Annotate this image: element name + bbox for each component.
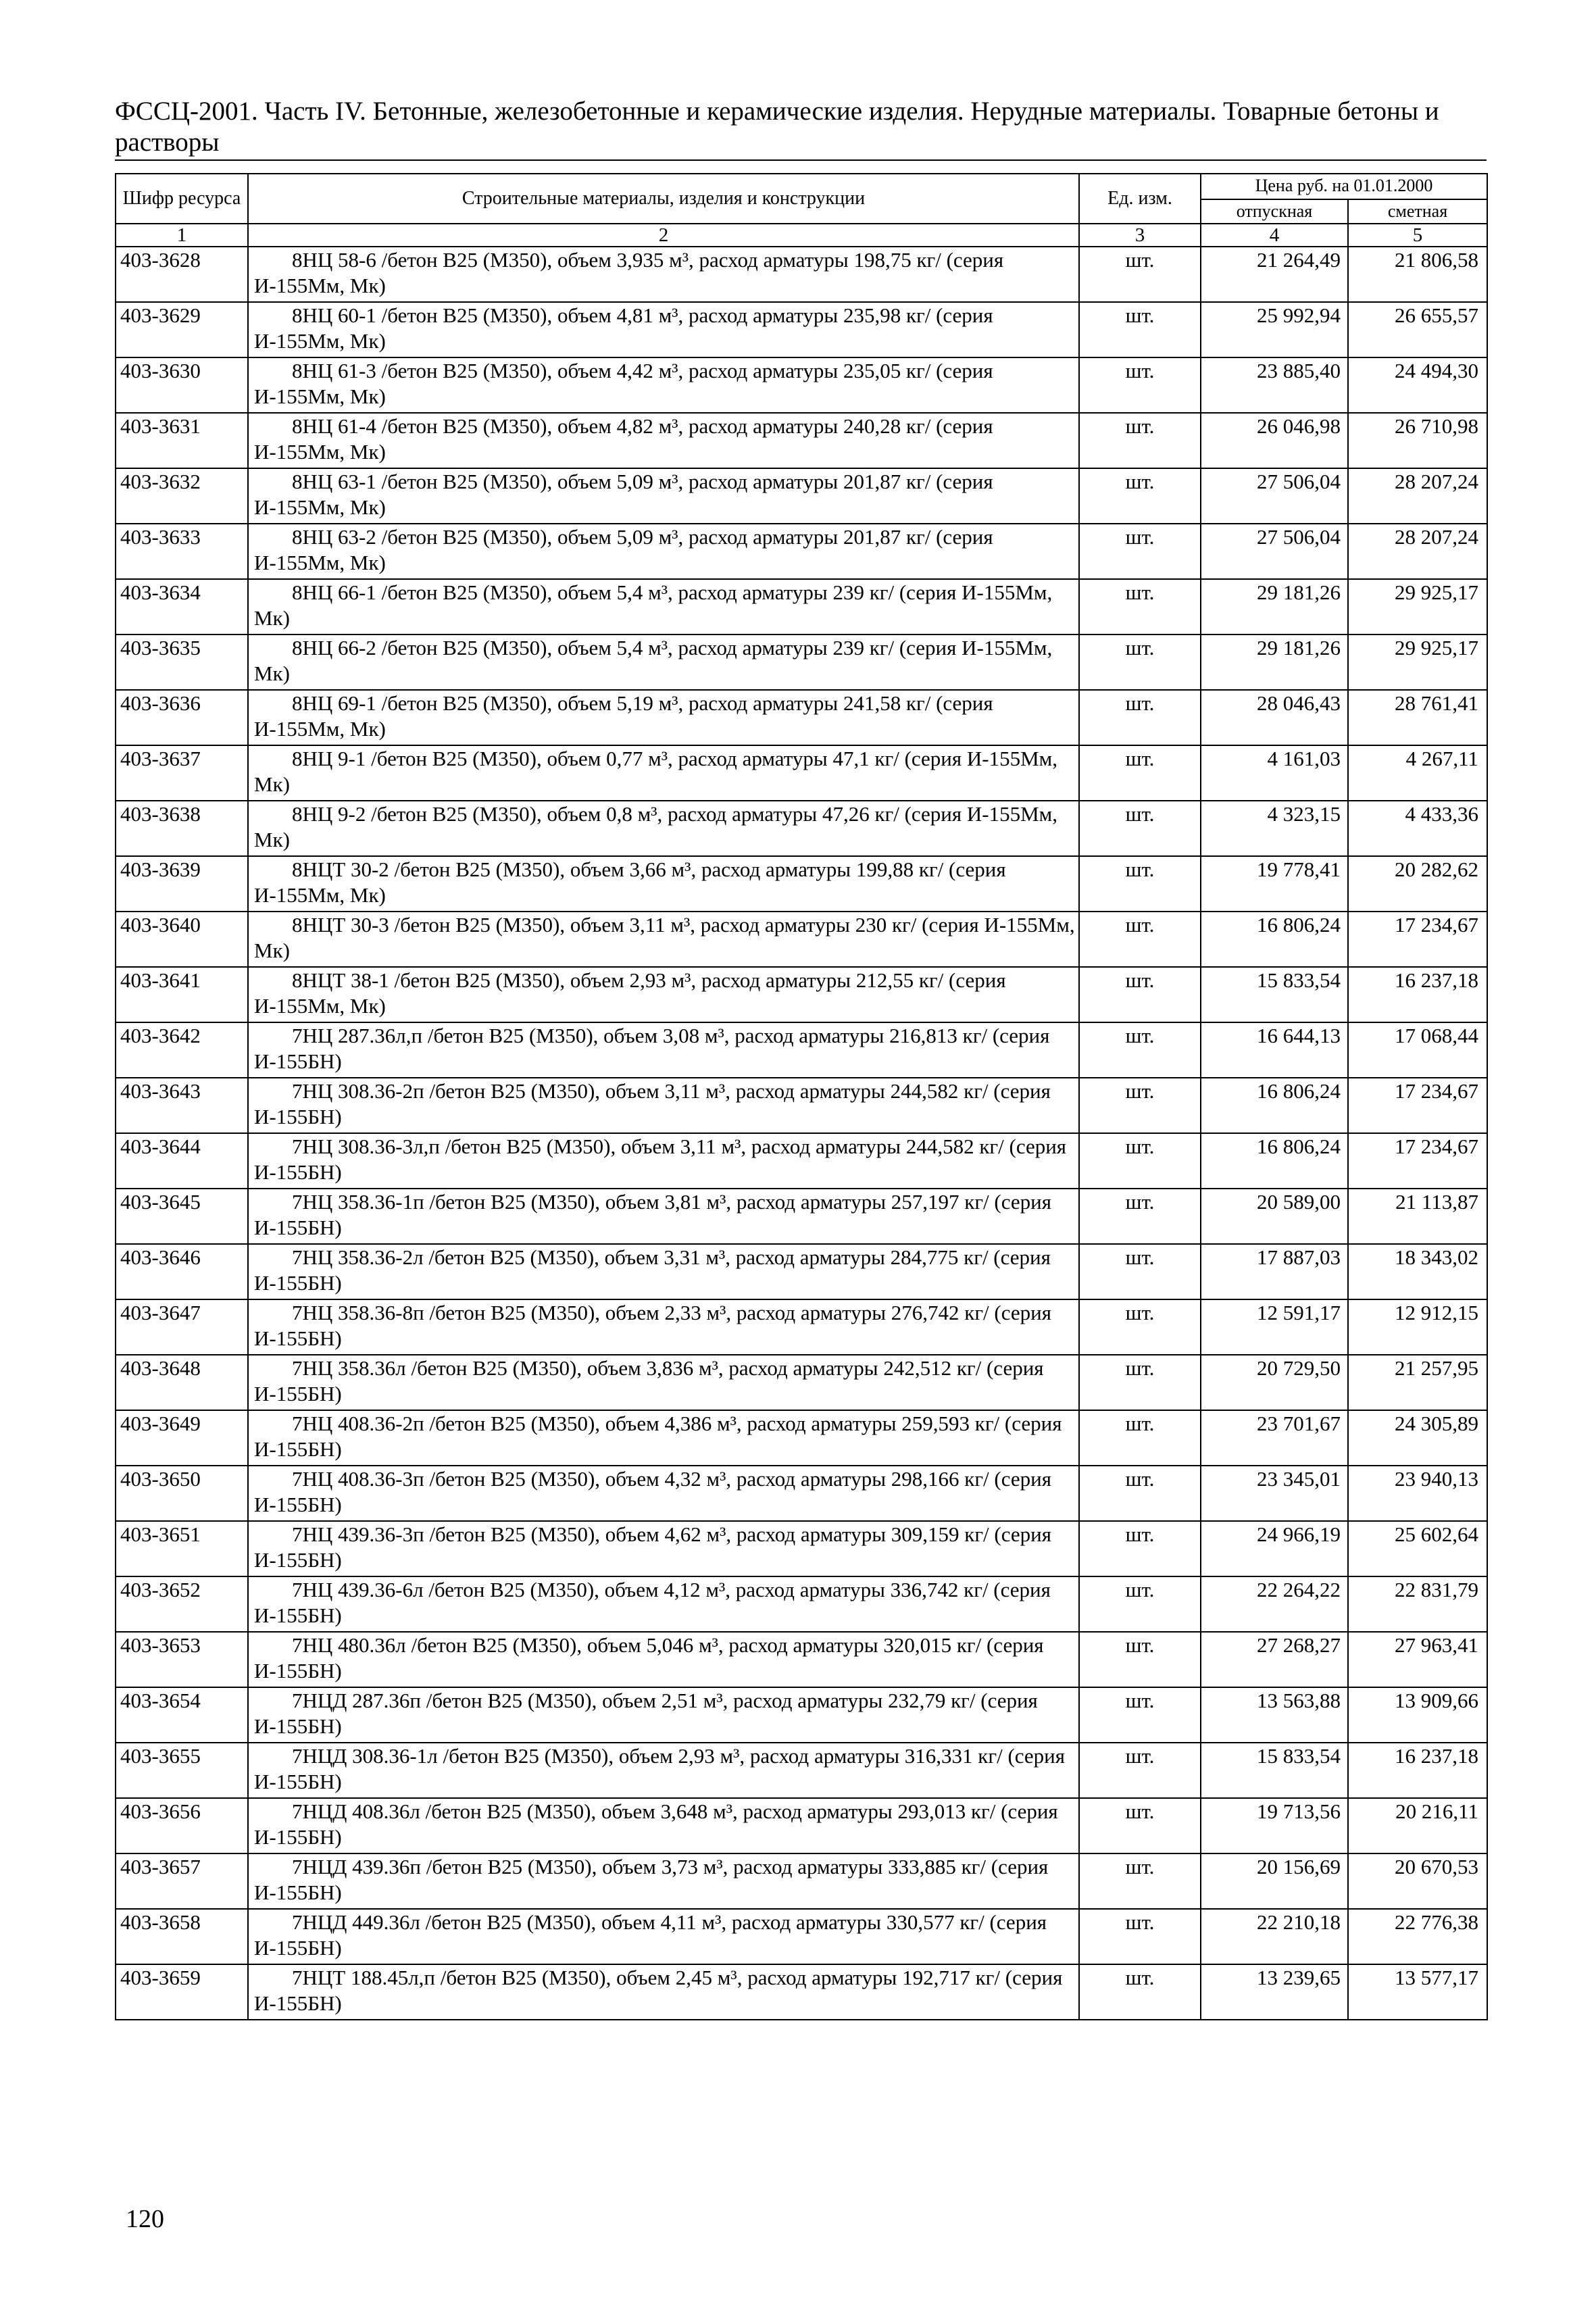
resource-code: 403-3646 <box>116 1244 248 1299</box>
column-number: 3 <box>1079 224 1201 247</box>
material-description <box>248 1798 1079 1853</box>
release-price-cell: 20 729,50 <box>1201 1355 1348 1410</box>
resource-code: 403-3629 <box>116 302 248 357</box>
table-row <box>116 413 1487 468</box>
description-text: 7НЦ 358.36л /бетон В25 (М350), объем 3,836 м³, расход арматуры 242,512 кг/ (серия И-155БН) <box>254 1356 1044 1405</box>
material-description <box>248 413 1079 468</box>
release-price-cell: 24 966,19 <box>1201 1521 1348 1576</box>
estimate-price-cell: 16 237,18 <box>1348 967 1487 1022</box>
material-description <box>248 1909 1079 1964</box>
table-row <box>116 1078 1487 1133</box>
table-row <box>116 967 1487 1022</box>
description-text: 8НЦТ 38-1 /бетон В25 (М350), объем 2,93 м³, расход арматуры 212,55 кг/ (серия И-155Мм, Мк) <box>254 968 1006 1018</box>
description-text: 7НЦТ 188.45л,п /бетон В25 (М350), объем 2,45 м³, расход арматуры 192,717 кг/ (серия И-155БН) <box>254 1966 1063 2015</box>
unit-cell: шт. <box>1079 690 1201 745</box>
table-row <box>116 302 1487 357</box>
description-text: 7НЦД 287.36п /бетон В25 (М350), объем 2,51 м³, расход арматуры 232,79 кг/ (серия И-155БН) <box>254 1689 1038 1738</box>
resource-code: 403-3647 <box>116 1299 248 1355</box>
unit-cell: шт. <box>1079 967 1201 1022</box>
resource-code: 403-3654 <box>116 1687 248 1743</box>
material-description <box>248 801 1079 856</box>
estimate-price-cell: 21 113,87 <box>1348 1189 1487 1244</box>
unit-cell: шт. <box>1079 1521 1201 1576</box>
material-description <box>248 468 1079 524</box>
material-description <box>248 579 1079 634</box>
release-price-cell: 22 210,18 <box>1201 1909 1348 1964</box>
unit-cell: шт. <box>1079 1355 1201 1410</box>
resource-code: 403-3643 <box>116 1078 248 1133</box>
resource-code: 403-3649 <box>116 1410 248 1466</box>
estimate-price-cell: 28 207,24 <box>1348 468 1487 524</box>
estimate-price-cell: 21 257,95 <box>1348 1355 1487 1410</box>
material-description <box>248 690 1079 745</box>
unit-cell: шт. <box>1079 1798 1201 1853</box>
estimate-price-cell: 29 925,17 <box>1348 634 1487 690</box>
material-description <box>248 745 1079 801</box>
release-price-cell: 27 506,04 <box>1201 468 1348 524</box>
release-price-cell: 28 046,43 <box>1201 690 1348 745</box>
release-price-cell: 22 264,22 <box>1201 1576 1348 1632</box>
description-text: 7НЦ 308.36-2п /бетон В25 (М350), объем 3,11 м³, расход арматуры 244,582 кг/ (серия И-155БН) <box>254 1079 1051 1128</box>
material-description <box>248 302 1079 357</box>
resource-code: 403-3645 <box>116 1189 248 1244</box>
resource-code: 403-3658 <box>116 1909 248 1964</box>
table-row <box>116 1521 1487 1576</box>
estimate-price-cell: 26 655,57 <box>1348 302 1487 357</box>
description-text: 7НЦД 439.36п /бетон В25 (М350), объем 3,73 м³, расход арматуры 333,885 кг/ (серия И-155БН) <box>254 1855 1049 1904</box>
release-price-cell: 15 833,54 <box>1201 1743 1348 1798</box>
estimate-price-cell: 4 433,36 <box>1348 801 1487 856</box>
material-description <box>248 1576 1079 1632</box>
table-row <box>116 1632 1487 1687</box>
unit-cell: шт. <box>1079 1299 1201 1355</box>
header-release-price: отпускная <box>1201 199 1348 224</box>
material-description <box>248 1964 1079 2020</box>
unit-cell: шт. <box>1079 579 1201 634</box>
unit-cell: шт. <box>1079 1909 1201 1964</box>
unit-cell: шт. <box>1079 1133 1201 1189</box>
table-row <box>116 1355 1487 1410</box>
material-description <box>248 1244 1079 1299</box>
estimate-price-cell: 26 710,98 <box>1348 413 1487 468</box>
column-number: 1 <box>116 224 248 247</box>
estimate-price-cell: 20 282,62 <box>1348 856 1487 912</box>
resource-code: 403-3657 <box>116 1853 248 1909</box>
release-price-cell: 19 713,56 <box>1201 1798 1348 1853</box>
header-unit: Ед. изм. <box>1079 174 1201 224</box>
table-row <box>116 1798 1487 1853</box>
material-description <box>248 1687 1079 1743</box>
description-text: 7НЦД 408.36л /бетон В25 (М350), объем 3,648 м³, расход арматуры 293,013 кг/ (серия И-155БН) <box>254 1799 1058 1849</box>
release-price-cell: 21 264,49 <box>1201 247 1348 302</box>
unit-cell: шт. <box>1079 801 1201 856</box>
page-number: 120 <box>126 2205 164 2233</box>
material-description <box>248 1022 1079 1078</box>
description-text: 7НЦ 358.36-8п /бетон В25 (М350), объем 2,33 м³, расход арматуры 276,742 кг/ (серия И-155БН) <box>254 1301 1051 1350</box>
release-price-cell: 27 506,04 <box>1201 524 1348 579</box>
description-text: 8НЦ 9-1 /бетон В25 (М350), объем 0,77 м³, расход арматуры 47,1 кг/ (серия И-155Мм, Мк) <box>254 747 1058 796</box>
estimate-price-cell: 28 761,41 <box>1348 690 1487 745</box>
resource-code: 403-3634 <box>116 579 248 634</box>
release-price-cell: 29 181,26 <box>1201 579 1348 634</box>
estimate-price-cell: 22 831,79 <box>1348 1576 1487 1632</box>
unit-cell: шт. <box>1079 247 1201 302</box>
table-row <box>116 1576 1487 1632</box>
table-row <box>116 745 1487 801</box>
release-price-cell: 23 345,01 <box>1201 1466 1348 1521</box>
material-description <box>248 247 1079 302</box>
material-description <box>248 1466 1079 1521</box>
resource-code: 403-3637 <box>116 745 248 801</box>
header-material: Строительные материалы, изделия и конструкции <box>248 174 1079 224</box>
release-price-cell: 13 239,65 <box>1201 1964 1348 2020</box>
unit-cell: шт. <box>1079 1022 1201 1078</box>
release-price-cell: 25 992,94 <box>1201 302 1348 357</box>
resource-code: 403-3653 <box>116 1632 248 1687</box>
table-row <box>116 1410 1487 1466</box>
resource-code: 403-3641 <box>116 967 248 1022</box>
description-text: 7НЦ 408.36-3п /бетон В25 (М350), объем 4,32 м³, расход арматуры 298,166 кг/ (серия И-155БН) <box>254 1467 1051 1516</box>
table-row <box>116 1853 1487 1909</box>
unit-cell: шт. <box>1079 1853 1201 1909</box>
table-row <box>116 468 1487 524</box>
unit-cell: шт. <box>1079 745 1201 801</box>
table-row <box>116 1189 1487 1244</box>
unit-cell: шт. <box>1079 1632 1201 1687</box>
release-price-cell: 13 563,88 <box>1201 1687 1348 1743</box>
description-text: 7НЦ 308.36-3л,п /бетон В25 (М350), объем 3,11 м³, расход арматуры 244,582 кг/ (серия И-155БН) <box>254 1135 1067 1184</box>
unit-cell: шт. <box>1079 1466 1201 1521</box>
resource-code: 403-3635 <box>116 634 248 690</box>
estimate-price-cell: 20 670,53 <box>1348 1853 1487 1909</box>
description-text: 8НЦТ 30-3 /бетон В25 (М350), объем 3,11 м³, расход арматуры 230 кг/ (серия И-155Мм, Мк) <box>254 913 1075 962</box>
column-number: 2 <box>248 224 1079 247</box>
material-description <box>248 1078 1079 1133</box>
description-text: 7НЦ 439.36-6л /бетон В25 (М350), объем 4,12 м³, расход арматуры 336,742 кг/ (серия И-155БН) <box>254 1578 1051 1627</box>
material-description <box>248 967 1079 1022</box>
material-description <box>248 1632 1079 1687</box>
resource-code: 403-3632 <box>116 468 248 524</box>
estimate-price-cell: 21 806,58 <box>1348 247 1487 302</box>
release-price-cell: 19 778,41 <box>1201 856 1348 912</box>
estimate-price-cell: 4 267,11 <box>1348 745 1487 801</box>
table-row <box>116 690 1487 745</box>
release-price-cell: 23 885,40 <box>1201 357 1348 413</box>
description-text: 8НЦ 61-3 /бетон В25 (М350), объем 4,42 м³, расход арматуры 235,05 кг/ (серия И-155Мм, Мк) <box>254 359 993 408</box>
estimate-price-cell: 13 577,17 <box>1348 1964 1487 2020</box>
unit-cell: шт. <box>1079 1964 1201 2020</box>
description-text: 7НЦ 408.36-2п /бетон В25 (М350), объем 4,386 м³, расход арматуры 259,593 кг/ (серия И-155БН) <box>254 1412 1062 1461</box>
estimate-price-cell: 24 305,89 <box>1348 1410 1487 1466</box>
material-description <box>248 912 1079 967</box>
estimate-price-cell: 17 068,44 <box>1348 1022 1487 1078</box>
description-text: 8НЦ 66-1 /бетон В25 (М350), объем 5,4 м³, расход арматуры 239 кг/ (серия И-155Мм, Мк) <box>254 580 1053 630</box>
material-description <box>248 357 1079 413</box>
description-text: 8НЦ 66-2 /бетон В25 (М350), объем 5,4 м³, расход арматуры 239 кг/ (серия И-155Мм, Мк) <box>254 636 1053 685</box>
table-row <box>116 634 1487 690</box>
unit-cell: шт. <box>1079 468 1201 524</box>
unit-cell: шт. <box>1079 1743 1201 1798</box>
release-price-cell: 27 268,27 <box>1201 1632 1348 1687</box>
table-row <box>116 247 1487 302</box>
table-row <box>116 1687 1487 1743</box>
table-row <box>116 856 1487 912</box>
description-text: 8НЦ 60-1 /бетон В25 (М350), объем 4,81 м³, расход арматуры 235,98 кг/ (серия И-155Мм, Мк) <box>254 303 993 353</box>
estimate-price-cell: 25 602,64 <box>1348 1521 1487 1576</box>
resource-code: 403-3636 <box>116 690 248 745</box>
resource-code: 403-3640 <box>116 912 248 967</box>
column-number: 5 <box>1348 224 1487 247</box>
table-row <box>116 1466 1487 1521</box>
description-text: 7НЦ 480.36л /бетон В25 (М350), объем 5,046 м³, расход арматуры 320,015 кг/ (серия И-155БН) <box>254 1633 1044 1683</box>
estimate-price-cell: 16 237,18 <box>1348 1743 1487 1798</box>
estimate-price-cell: 13 909,66 <box>1348 1687 1487 1743</box>
resource-code: 403-3648 <box>116 1355 248 1410</box>
release-price-cell: 26 046,98 <box>1201 413 1348 468</box>
table-row <box>116 1299 1487 1355</box>
resource-code: 403-3633 <box>116 524 248 579</box>
estimate-price-cell: 18 343,02 <box>1348 1244 1487 1299</box>
table-row <box>116 1244 1487 1299</box>
resource-code: 403-3659 <box>116 1964 248 2020</box>
estimate-price-cell: 20 216,11 <box>1348 1798 1487 1853</box>
page-title: ФССЦ-2001. Часть IV. Бетонные, железобетонные и керамические изделия. Нерудные материалы. Товарные бетоны и растворы <box>115 97 1439 157</box>
description-text: 7НЦ 358.36-2л /бетон В25 (М350), объем 3,31 м³, расход арматуры 284,775 кг/ (серия И-155БН) <box>254 1245 1051 1295</box>
unit-cell: шт. <box>1079 357 1201 413</box>
release-price-cell: 4 161,03 <box>1201 745 1348 801</box>
description-text: 8НЦ 61-4 /бетон В25 (М350), объем 4,82 м³, расход арматуры 240,28 кг/ (серия И-155Мм, Мк) <box>254 414 993 464</box>
release-price-cell: 29 181,26 <box>1201 634 1348 690</box>
resource-code: 403-3650 <box>116 1466 248 1521</box>
estimate-price-cell: 22 776,38 <box>1348 1909 1487 1964</box>
table-head <box>116 174 1487 247</box>
unit-cell: шт. <box>1079 302 1201 357</box>
table-row <box>116 1133 1487 1189</box>
release-price-cell: 15 833,54 <box>1201 967 1348 1022</box>
description-text: 7НЦД 449.36л /бетон В25 (М350), объем 4,11 м³, расход арматуры 330,577 кг/ (серия И-155БН) <box>254 1910 1047 1960</box>
material-description <box>248 1853 1079 1909</box>
resource-code: 403-3631 <box>116 413 248 468</box>
description-text: 7НЦ 358.36-1п /бетон В25 (М350), объем 3,81 м³, расход арматуры 257,197 кг/ (серия И-155БН) <box>254 1190 1051 1239</box>
table-body <box>116 247 1487 2020</box>
description-text: 8НЦ 58-6 /бетон В25 (М350), объем 3,935 м³, расход арматуры 198,75 кг/ (серия И-155Мм, Мк) <box>254 248 1004 297</box>
unit-cell: шт. <box>1079 413 1201 468</box>
material-description <box>248 634 1079 690</box>
table-row <box>116 801 1487 856</box>
material-description <box>248 1299 1079 1355</box>
material-description <box>248 1410 1079 1466</box>
description-text: 8НЦ 63-2 /бетон В25 (М350), объем 5,09 м³, расход арматуры 201,87 кг/ (серия И-155Мм, Мк) <box>254 525 993 574</box>
material-description <box>248 1521 1079 1576</box>
description-text: 8НЦ 69-1 /бетон В25 (М350), объем 5,19 м³, расход арматуры 241,58 кг/ (серия И-155Мм, Мк) <box>254 691 993 741</box>
resource-code: 403-3655 <box>116 1743 248 1798</box>
estimate-price-cell: 17 234,67 <box>1348 1133 1487 1189</box>
material-description <box>248 524 1079 579</box>
description-text: 7НЦ 287.36л,п /бетон В25 (М350), объем 3,08 м³, расход арматуры 216,813 кг/ (серия И-155БН) <box>254 1024 1050 1073</box>
description-text: 7НЦ 439.36-3п /бетон В25 (М350), объем 4,62 м³, расход арматуры 309,159 кг/ (серия И-155БН) <box>254 1522 1051 1572</box>
resource-code: 403-3651 <box>116 1521 248 1576</box>
resource-code: 403-3656 <box>116 1798 248 1853</box>
unit-cell: шт. <box>1079 912 1201 967</box>
estimate-price-cell: 23 940,13 <box>1348 1466 1487 1521</box>
estimate-price-cell: 17 234,67 <box>1348 1078 1487 1133</box>
header-code: Шифр ресурса <box>116 174 248 224</box>
estimate-price-cell: 24 494,30 <box>1348 357 1487 413</box>
unit-cell: шт. <box>1079 634 1201 690</box>
resource-price-table <box>115 173 1488 2020</box>
unit-cell: шт. <box>1079 1189 1201 1244</box>
table-row <box>116 1909 1487 1964</box>
table-row <box>116 357 1487 413</box>
release-price-cell: 16 806,24 <box>1201 1078 1348 1133</box>
material-description <box>248 1133 1079 1189</box>
header-estimate-price: сметная <box>1348 199 1487 224</box>
description-text: 8НЦТ 30-2 /бетон В25 (М350), объем 3,66 м³, расход арматуры 199,88 кг/ (серия И-155Мм, Мк) <box>254 857 1006 907</box>
header-price-group: Цена руб. на 01.01.2000 <box>1201 174 1487 199</box>
description-text: 8НЦ 9-2 /бетон В25 (М350), объем 0,8 м³, расход арматуры 47,26 кг/ (серия И-155Мм, Мк) <box>254 802 1058 851</box>
column-number: 4 <box>1201 224 1348 247</box>
unit-cell: шт. <box>1079 1410 1201 1466</box>
release-price-cell: 20 156,69 <box>1201 1853 1348 1909</box>
estimate-price-cell: 12 912,15 <box>1348 1299 1487 1355</box>
material-description <box>248 1355 1079 1410</box>
material-description <box>248 1189 1079 1244</box>
unit-cell: шт. <box>1079 1687 1201 1743</box>
description-text: 8НЦ 63-1 /бетон В25 (М350), объем 5,09 м³, расход арматуры 201,87 кг/ (серия И-155Мм, Мк) <box>254 470 993 519</box>
table-row <box>116 912 1487 967</box>
release-price-cell: 16 806,24 <box>1201 912 1348 967</box>
table-row <box>116 1964 1487 2020</box>
material-description <box>248 856 1079 912</box>
release-price-cell: 23 701,67 <box>1201 1410 1348 1466</box>
unit-cell: шт. <box>1079 1244 1201 1299</box>
release-price-cell: 12 591,17 <box>1201 1299 1348 1355</box>
resource-code: 403-3652 <box>116 1576 248 1632</box>
resource-code: 403-3630 <box>116 357 248 413</box>
unit-cell: шт. <box>1079 524 1201 579</box>
column-number-row <box>116 224 1487 247</box>
unit-cell: шт. <box>1079 856 1201 912</box>
description-text: 7НЦД 308.36-1л /бетон В25 (М350), объем 2,93 м³, расход арматуры 316,331 кг/ (серия И-155БН) <box>254 1744 1066 1793</box>
estimate-price-cell: 29 925,17 <box>1348 579 1487 634</box>
table-row <box>116 579 1487 634</box>
table-row <box>116 1022 1487 1078</box>
title-underline <box>115 159 1487 161</box>
release-price-cell: 16 644,13 <box>1201 1022 1348 1078</box>
release-price-cell: 20 589,00 <box>1201 1189 1348 1244</box>
estimate-price-cell: 17 234,67 <box>1348 912 1487 967</box>
unit-cell: шт. <box>1079 1576 1201 1632</box>
resource-code: 403-3642 <box>116 1022 248 1078</box>
unit-cell: шт. <box>1079 1078 1201 1133</box>
release-price-cell: 4 323,15 <box>1201 801 1348 856</box>
table-row <box>116 524 1487 579</box>
release-price-cell: 16 806,24 <box>1201 1133 1348 1189</box>
resource-code: 403-3628 <box>116 247 248 302</box>
resource-code: 403-3644 <box>116 1133 248 1189</box>
table-row <box>116 1743 1487 1798</box>
estimate-price-cell: 28 207,24 <box>1348 524 1487 579</box>
release-price-cell: 17 887,03 <box>1201 1244 1348 1299</box>
material-description <box>248 1743 1079 1798</box>
resource-code: 403-3639 <box>116 856 248 912</box>
estimate-price-cell: 27 963,41 <box>1348 1632 1487 1687</box>
resource-code: 403-3638 <box>116 801 248 856</box>
